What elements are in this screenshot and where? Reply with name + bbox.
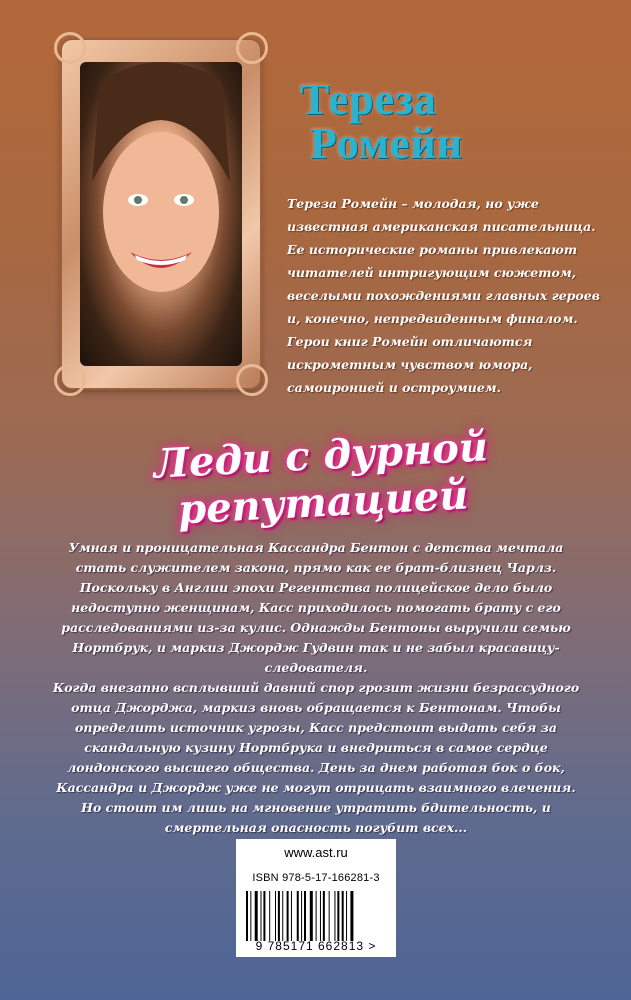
author-portrait-drawing (80, 62, 242, 366)
frame-ornament-top-left (54, 32, 86, 64)
isbn-label: ISBN 978-5-17-166281-3 (252, 872, 380, 884)
frame-ornament-top-right (236, 32, 268, 64)
author-photo (80, 62, 242, 366)
frame-ornament-bottom-right (236, 364, 268, 396)
blurb-paragraph-1: Умная и проницательная Кассандра Бентон с детства мечтала стать служителем закона, прямо как ее брат-близнец Чарлз. Поскольку в Англии эпохи Регентства полицейское дело было недоступно женщинам, Касс приходилось помогать брату с его расследованиями из-за кулис. Однажды Бентоны выручили семью Нортбрук, и маркиз Джордж Гудвин так и не забыл красавицу-следователя. (61, 540, 571, 675)
frame-ornament-bottom-left (54, 364, 86, 396)
barcode-panel (236, 839, 396, 957)
book-title: Леди с дурной репутацией (152, 423, 490, 534)
book-blurb (46, 538, 586, 838)
barcode-digits: 9 785171 662813 > (255, 939, 377, 953)
blurb-paragraph-2: Когда внезапно всплывший давний спор грозит жизни безрассудного отца Джорджа, маркиз вновь обращается к Бентонам. Чтобы определить источник угрозы, Касс предстоит выдать себя за скандальную кузину Нортбрука и внедриться в самое сердце лондонского высшего общества. День за днем работая бок о бок, Кассандра и Джордж уже не могут отрицать взаимного влечения. Но стоит им лишь на мгновение утратить бдительность, и смертельная опасность погубит всех... (52, 680, 580, 835)
publisher-site: www.ast.ru (284, 845, 348, 860)
barcode-icon (246, 891, 386, 941)
author-name-line1: Тереза (300, 75, 437, 124)
author-bio: Тереза Ромейн – молодая, но уже известная американская писательница. Ее исторические романы привлекают читателей интригующим сюжетом, веселыми похождениями главных героев и, конечно, непредвиденным финалом. Герои книг Ромейн отличаются искрометным чувством юмора, самоиронией и остроумием. (287, 196, 600, 395)
author-name-line2: Ромейн (310, 119, 464, 168)
author-name (300, 75, 620, 168)
